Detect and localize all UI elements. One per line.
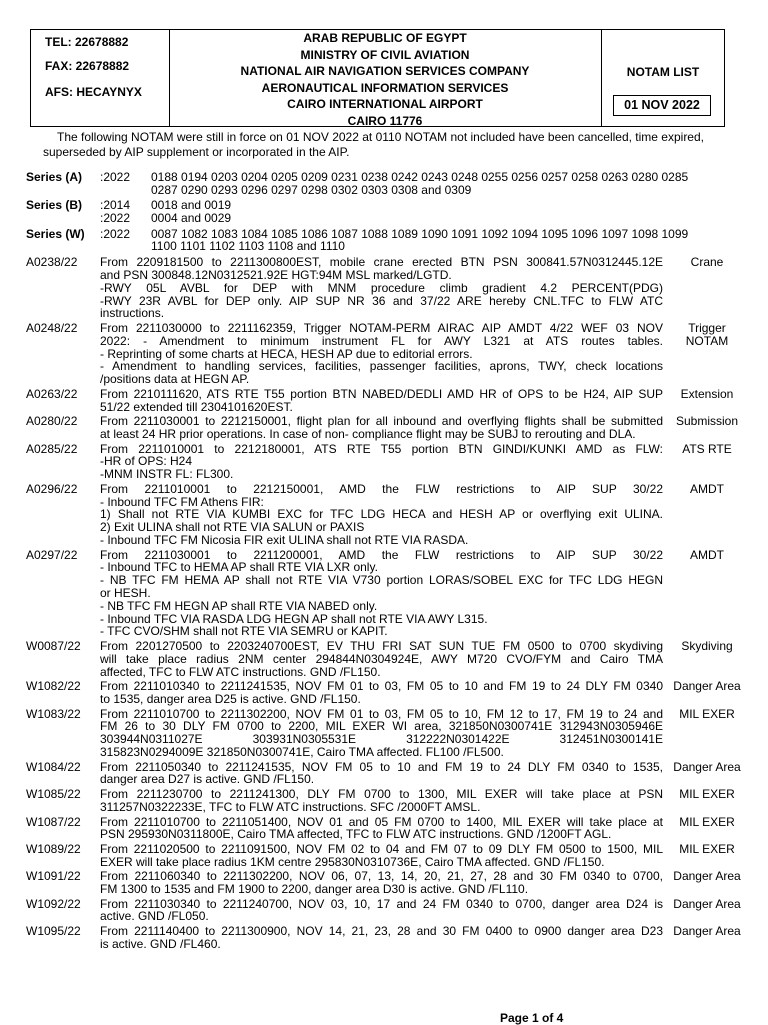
notam-line: From 2209181500 to 2211300800EST, mobile crane erected BTN PSN 300841.57N0312445.12E xyxy=(100,255,663,270)
category-line: NOTAM xyxy=(685,333,729,348)
notam-line: -MNM INSTR FL: FL300. xyxy=(100,467,234,482)
notam-category xyxy=(664,870,750,883)
notam-line: From 2201270500 to 2203240700EST, EV THU FRI SAT SUN TUE FM 0500 to 0700 skydiving xyxy=(100,639,663,654)
notam-line: danger area D27 is active. GND /FL150. xyxy=(100,772,315,787)
notam-line: -RWY 05L AVBL for DEP with MNM procedure climb gradient 4.2 PERCENT(PDG) xyxy=(100,280,663,295)
category-line: Danger Area xyxy=(673,924,741,939)
notam-line: affected, TFC to FLW ATC instructions. GND /FL150. xyxy=(100,664,381,679)
notam-line: /positions data at HEGN AP. xyxy=(100,372,250,387)
series-year: :2022 xyxy=(100,226,131,241)
notam-id: A0238/22 xyxy=(26,255,78,270)
notam-id: A0248/22 xyxy=(26,321,78,336)
notam-category xyxy=(664,680,750,693)
notam-id: W1092/22 xyxy=(26,896,81,911)
notam-id: W1082/22 xyxy=(26,679,81,694)
notam-line: 2022: - Amendment to minimum instrument FL for AWY L321 at ATS routes tables. xyxy=(100,333,663,348)
notam-line: From 2211020500 to 2211091500, NOV FM 02 to 04 and FM 07 to 09 DLY FM 0500 to 1500, MIL xyxy=(100,841,663,856)
authority-line: MINISTRY OF CIVIL AVIATION xyxy=(300,47,470,62)
notam-line: 311257N0322233E, TFC to FLW ATC instructions. SFC /2000FT AMSL. xyxy=(100,799,481,814)
notam-category xyxy=(664,549,750,562)
notam-category xyxy=(664,925,750,938)
series-numbers xyxy=(151,171,746,197)
notam-line: 2) Exit ULINA shall not RTE VIA SALUN or PAXIS xyxy=(100,520,365,535)
series-numbers xyxy=(151,212,746,225)
notam-line: FM 26 to 30 DLY FM 0700 to 2200, MIL EXER WI area, 321850N0300741E 312943N0305946E xyxy=(100,719,663,734)
notam-line: -HR of OPS: H24 xyxy=(100,454,193,469)
series-year: :2022 xyxy=(100,170,131,184)
authority-line: NATIONAL AIR NAVIGATION SERVICES COMPANY xyxy=(240,64,530,78)
notam-category xyxy=(664,443,750,456)
notam-text xyxy=(100,898,663,924)
series-label: Series (W) xyxy=(26,226,85,241)
notam-text xyxy=(100,256,663,320)
page-number: Page 1 of 4 xyxy=(500,1011,564,1025)
notam-text xyxy=(100,816,663,842)
notam-text xyxy=(100,549,663,639)
category-line: Submission xyxy=(675,414,739,429)
notam-line: at least 24 HR prior operations. In case of non- compliance flight may be SUBJ to rerouting and DLA. xyxy=(100,427,636,442)
authority-line: CAIRO INTERNATIONAL AIRPORT xyxy=(287,97,483,111)
category-line: MIL EXER xyxy=(679,841,735,856)
notam-line: From 2211030340 to 2211240700, NOV 03, 10, 17 and 24 FM 0340 to 0700, danger area D24 is xyxy=(100,896,663,911)
contact-info xyxy=(31,30,170,126)
notam-line: is active. GND /FL460. xyxy=(100,936,221,951)
notam-id: W1085/22 xyxy=(26,787,81,802)
notam-category xyxy=(664,816,750,829)
category-line: Danger Area xyxy=(673,679,741,694)
authority-block xyxy=(169,30,602,126)
notam-id: A0285/22 xyxy=(26,441,78,456)
authority-line: ARAB REPUBLIC OF EGYPT xyxy=(303,31,467,45)
notam-text xyxy=(100,322,663,386)
notam-category xyxy=(664,708,750,721)
notam-line: - Inbound TFC FM Nicosia FIR exit ULINA shall not RTE VIA RASDA. xyxy=(100,533,469,548)
category-line: MIL EXER xyxy=(679,706,735,721)
series-label: Series (B) xyxy=(26,198,83,213)
notam-line: PSN 295930N0311800E, Cairo TMA affected, TFC to FLW ATC instructions. GND /1200FT AGL. xyxy=(100,827,612,842)
notam-category xyxy=(664,256,750,269)
notam-id: A0263/22 xyxy=(26,386,78,401)
tel-text: TEL: 22678882 xyxy=(45,35,129,49)
notam-line: - NB TFC FM HEGN AP shall RTE VIA NABED only. xyxy=(100,598,378,613)
notam-id: A0280/22 xyxy=(26,414,78,429)
category-line: MIL EXER xyxy=(679,787,735,802)
notam-category xyxy=(664,761,750,774)
notam-line: - Reprinting of some charts at HECA, HESH AP due to editorial errors. xyxy=(100,346,473,361)
notam-line: - NB TFC FM HEMA AP shall not RTE VIA V730 portion LORAS/SOBEL EXC for TFC LDG HEGN xyxy=(100,573,663,588)
notam-line: - Inbound TFC to HEMA AP shall RTE VIA LXR only. xyxy=(100,560,378,575)
fax-text: FAX: 22678882 xyxy=(45,59,130,73)
list-info xyxy=(601,30,725,126)
notam-line: 315823N0294009E 321850N0300741E, Cairo TMA affected. FL100 /FL500. xyxy=(100,745,504,760)
intro-line: superseded by AIP supplement or incorporated in the AIP. xyxy=(43,145,350,159)
category-line: Trigger xyxy=(688,321,726,336)
notam-line: and PSN 300848.12N0312521.92E HGT:94M MSL marked/LGTD. xyxy=(100,268,452,283)
notam-category xyxy=(664,483,750,496)
series-numbers xyxy=(151,228,746,254)
series-number-line: 1100 1101 1102 1103 1108 and 1110 xyxy=(151,239,345,254)
notam-category xyxy=(664,788,750,801)
notam-line: active. GND /FL050. xyxy=(100,909,209,924)
afs-text: AFS: HECAYNYX xyxy=(45,85,142,99)
notam-id: W1091/22 xyxy=(26,869,81,884)
category-line: Danger Area xyxy=(673,759,741,774)
category-line: MIL EXER xyxy=(679,814,735,829)
notam-line: From 2211010700 to 2211302200, NOV FM 01 to 03, FM 05 to 10, FM 12 to 17, FM 19 to 24 and xyxy=(100,706,663,721)
notam-text xyxy=(100,443,663,481)
notam-category xyxy=(664,388,750,401)
header-table xyxy=(30,29,725,127)
category-line: AMDT xyxy=(690,547,724,562)
notam-id: W1087/22 xyxy=(26,814,81,829)
category-line: Danger Area xyxy=(673,869,741,884)
intro-line: The following NOTAM were still in force on 01 NOV 2022 at 0110 NOTAM not included have been cancelled, time expired, xyxy=(57,130,704,144)
notam-line: From 2211140400 to 2211300900, NOV 14, 21, 23, 28 and 30 FM 0400 to 0900 danger area D23 xyxy=(100,924,663,939)
notam-line: From 2211010001 to 2212150001, AMD the FLW restrictions to AIP SUP 30/22 xyxy=(100,481,663,496)
series-numbers xyxy=(151,199,746,212)
notam-line: -RWY 23R AVBL for DEP only. AIP SUP NR 36 and 37/22 ARE hereby CNL.TFC to FLW ATC xyxy=(100,293,663,308)
notam-text xyxy=(100,388,663,414)
category-line: Skydiving xyxy=(681,639,733,654)
notam-text xyxy=(100,640,663,678)
notam-line: EXER will take place radius 1KM centre 295830N0310736E, Cairo TMA affected. GND /FL150. xyxy=(100,854,605,869)
notam-text xyxy=(100,843,663,869)
notam-line: 1) Shall not RTE VIA KUMBI EXC for TFC LDG HECA and HESH AP or overflying exit ULINA. xyxy=(100,507,663,522)
category-line: Extension xyxy=(680,386,734,401)
series-number-line: 0287 0290 0293 0296 0297 0298 0302 0303 0308 and 0309 xyxy=(151,182,472,197)
notam-line: will take place radius 2NM center 294844N0304924E, AWY M720 CVO/FYM and Cairo TMA xyxy=(100,651,663,666)
category-line: AMDT xyxy=(690,481,724,496)
notam-category xyxy=(664,322,750,348)
series-number-line: 0087 1082 1083 1084 1085 1086 1087 1088 1089 1090 1091 1092 1094 1095 1096 1097 1098 1099 xyxy=(151,226,689,241)
notam-text xyxy=(100,415,663,441)
series-year: :2022 xyxy=(100,211,131,226)
authority-line: CAIRO 11776 xyxy=(347,113,423,128)
notam-id: W1084/22 xyxy=(26,759,81,774)
notam-line: From 2211010001 to 2212180001, ATS RTE T55 portion BTN GINDI/KUNKI AMD as FLW: xyxy=(100,441,663,456)
notam-line: - Inbound TFC VIA RASDA LDG HEGN AP shall not RTE VIA AWY L315. xyxy=(100,611,488,626)
series-label: Series (A) xyxy=(26,170,83,184)
notam-line: From 2211060340 to 2211302200, NOV 06, 07, 13, 14, 20, 21, 27, 28 and 30 FM 0340 to 0700, xyxy=(100,869,663,884)
notam-id: W0087/22 xyxy=(26,639,81,654)
notam-line: to 1535, danger area D25 is active. GND /FL150. xyxy=(100,692,361,707)
notam-id: W1083/22 xyxy=(26,706,81,721)
notam-category xyxy=(664,640,750,653)
notam-text xyxy=(100,680,663,706)
notam-text xyxy=(100,870,663,896)
notam-line: 51/22 extended till 2304101620EST. xyxy=(100,399,293,414)
notam-category xyxy=(664,898,750,911)
notam-line: From 2211030001 to 2211200001, AMD the FLW restrictions to AIP SUP 30/22 xyxy=(100,547,663,562)
notam-line: From 2211230700 to 2211241300, DLY FM 0700 to 1300, MIL EXER will take place at PSN xyxy=(100,787,663,802)
notam-line: From 2211050340 to 2211241535, NOV FM 05 to 10 and FM 19 to 24 DLY FM 0340 to 1535, xyxy=(100,759,663,774)
notam-text xyxy=(100,483,663,547)
notam-line: - TFC CVO/SHM shall not RTE VIA SEMRU or KAPIT. xyxy=(100,624,388,639)
notam-line: From 2210111620, ATS RTE T55 portion BTN NABED/DEDLI AMD HR of OPS to be H24, AIP SUP xyxy=(100,386,663,401)
notam-line: - Amendment to handling services, facilities, passenger facilities, aprons, TWY, check locations xyxy=(100,359,663,374)
category-line: Danger Area xyxy=(673,896,741,911)
notam-line: From 2211010700 to 2211051400, NOV 01 and 05 FM 0700 to 1400, MIL EXER will take place at xyxy=(100,814,663,829)
authority-line: AERONAUTICAL INFORMATION SERVICES xyxy=(261,80,509,95)
notam-line: or HESH. xyxy=(100,586,151,601)
category-line: ATS RTE xyxy=(682,441,732,456)
list-date: 01 NOV 2022 xyxy=(613,95,711,116)
list-title: NOTAM LIST xyxy=(626,65,700,79)
notam-line: From 2211030000 to 2211162359, Trigger NOTAM-PERM AIRAC AIP AMDT 4/22 WEF 03 NOV xyxy=(100,321,663,336)
category-line: Crane xyxy=(690,255,724,270)
notam-line: FM 1300 to 1535 and FM 1900 to 2200, danger area D30 is active. GND /FL110. xyxy=(100,882,529,897)
intro-paragraph xyxy=(43,130,748,160)
notam-line: From 2211010340 to 2211241535, NOV FM 01 to 03, FM 05 to 10 and FM 19 to 24 DLY FM 0340 xyxy=(100,679,663,694)
series-number-line: 0004 and 0029 xyxy=(151,211,232,226)
series-number-line: 0018 and 0019 xyxy=(151,198,232,213)
notam-text xyxy=(100,708,663,759)
notam-line: 303944N0311027E 303931N0305531E 312222N0301422E 312451N0300141E xyxy=(100,732,663,747)
notam-id: W1089/22 xyxy=(26,841,81,856)
notam-category xyxy=(664,843,750,856)
notam-line: instructions. xyxy=(100,306,165,321)
notam-line: - Inbound TFC FM Athens FIR: xyxy=(100,494,264,509)
series-year: :2014 xyxy=(100,198,131,213)
notam-category xyxy=(664,415,750,428)
series-number-line: 0188 0194 0203 0204 0205 0209 0231 0238 0242 0243 0248 0255 0256 0257 0258 0263 0280 0285 xyxy=(151,170,689,184)
notam-text xyxy=(100,788,663,814)
notam-line: From 2211030001 to 2212150001, flight plan for all inbound and overflying flights shall be submitted xyxy=(100,414,663,429)
notam-text xyxy=(100,761,663,787)
notam-id: A0297/22 xyxy=(26,547,78,562)
notam-id: A0296/22 xyxy=(26,481,78,496)
notam-id: W1095/22 xyxy=(26,924,81,939)
notam-text xyxy=(100,925,663,951)
